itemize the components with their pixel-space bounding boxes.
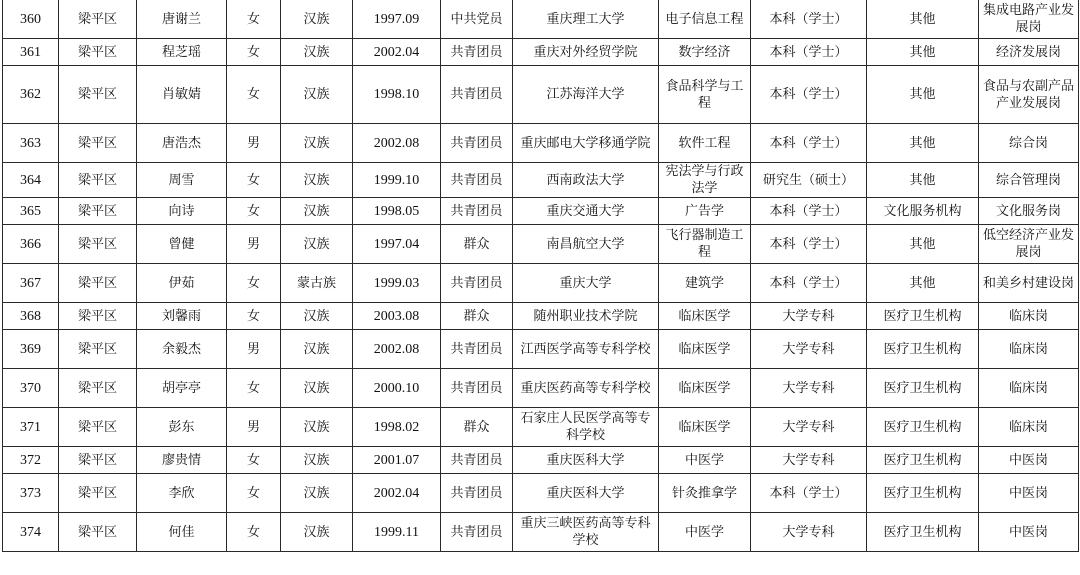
cell-name: 伊茹 [137,264,227,303]
cell-degree: 本科（学士） [751,264,867,303]
cell-gender: 女 [227,369,281,408]
cell-district: 梁平区 [59,198,137,225]
cell-district: 梁平区 [59,330,137,369]
cell-name: 余毅杰 [137,330,227,369]
cell-district: 梁平区 [59,124,137,163]
cell-position: 中医岗 [979,513,1079,552]
cell-no: 365 [3,198,59,225]
cell-school: 重庆医药高等专科学校 [513,369,659,408]
table-row [3,264,1079,303]
cell-no: 367 [3,264,59,303]
cell-no: 360 [3,0,59,39]
cell-district: 梁平区 [59,66,137,124]
cell-no: 361 [3,39,59,66]
cell-major: 食品科学与工程 [659,66,751,124]
cell-name: 胡亭亭 [137,369,227,408]
cell-position: 集成电路产业发展岗 [979,0,1079,39]
cell-birth: 1999.10 [353,163,441,198]
cell-birth: 1998.05 [353,198,441,225]
cell-unit-type: 其他 [867,163,979,198]
cell-ethnicity: 蒙古族 [281,264,353,303]
cell-district: 梁平区 [59,39,137,66]
cell-major: 电子信息工程 [659,0,751,39]
cell-no: 372 [3,447,59,474]
cell-major: 临床医学 [659,330,751,369]
cell-gender: 女 [227,264,281,303]
cell-no: 374 [3,513,59,552]
cell-birth: 1999.11 [353,513,441,552]
cell-birth: 2002.08 [353,124,441,163]
candidate-table [2,0,1079,552]
cell-ethnicity: 汉族 [281,474,353,513]
cell-major: 中医学 [659,513,751,552]
cell-degree: 本科（学士） [751,39,867,66]
cell-school: 西南政法大学 [513,163,659,198]
cell-ethnicity: 汉族 [281,369,353,408]
cell-degree: 大学专科 [751,369,867,408]
cell-name: 程芝瑶 [137,39,227,66]
cell-name: 周雪 [137,163,227,198]
cell-no: 373 [3,474,59,513]
table-row [3,0,1079,39]
cell-birth: 2001.07 [353,447,441,474]
cell-birth: 1997.04 [353,225,441,264]
table-row [3,474,1079,513]
cell-unit-type: 其他 [867,39,979,66]
cell-name: 唐谢兰 [137,0,227,39]
cell-position: 和美乡村建设岗 [979,264,1079,303]
cell-name: 曾健 [137,225,227,264]
cell-ethnicity: 汉族 [281,408,353,447]
cell-birth: 1999.03 [353,264,441,303]
cell-gender: 女 [227,66,281,124]
cell-no: 366 [3,225,59,264]
cell-position: 综合管理岗 [979,163,1079,198]
cell-name: 何佳 [137,513,227,552]
cell-ethnicity: 汉族 [281,163,353,198]
cell-no: 363 [3,124,59,163]
cell-school: 石家庄人民医学高等专科学校 [513,408,659,447]
cell-political: 中共党员 [441,0,513,39]
cell-district: 梁平区 [59,303,137,330]
cell-major: 临床医学 [659,369,751,408]
cell-school: 重庆交通大学 [513,198,659,225]
cell-name: 彭东 [137,408,227,447]
cell-school: 重庆邮电大学移通学院 [513,124,659,163]
cell-political: 共青团员 [441,330,513,369]
cell-position: 经济发展岗 [979,39,1079,66]
cell-degree: 大学专科 [751,447,867,474]
cell-name: 刘馨雨 [137,303,227,330]
cell-position: 临床岗 [979,369,1079,408]
cell-unit-type: 医疗卫生机构 [867,447,979,474]
cell-ethnicity: 汉族 [281,39,353,66]
cell-district: 梁平区 [59,163,137,198]
cell-degree: 研究生（硕士） [751,163,867,198]
cell-gender: 女 [227,474,281,513]
cell-unit-type: 医疗卫生机构 [867,513,979,552]
table-row [3,369,1079,408]
cell-gender: 女 [227,303,281,330]
cell-gender: 男 [227,330,281,369]
cell-no: 364 [3,163,59,198]
cell-unit-type: 其他 [867,124,979,163]
cell-political: 群众 [441,303,513,330]
cell-district: 梁平区 [59,474,137,513]
table-row [3,198,1079,225]
table-row [3,447,1079,474]
cell-major: 建筑学 [659,264,751,303]
cell-no: 370 [3,369,59,408]
cell-gender: 女 [227,39,281,66]
cell-unit-type: 医疗卫生机构 [867,369,979,408]
cell-degree: 大学专科 [751,330,867,369]
cell-position: 临床岗 [979,408,1079,447]
cell-unit-type: 其他 [867,264,979,303]
cell-degree: 大学专科 [751,303,867,330]
cell-political: 共青团员 [441,124,513,163]
cell-district: 梁平区 [59,264,137,303]
cell-ethnicity: 汉族 [281,330,353,369]
cell-ethnicity: 汉族 [281,513,353,552]
cell-position: 文化服务岗 [979,198,1079,225]
cell-unit-type: 其他 [867,225,979,264]
cell-political: 群众 [441,408,513,447]
cell-degree: 本科（学士） [751,0,867,39]
cell-birth: 2002.04 [353,39,441,66]
cell-school: 随州职业技术学院 [513,303,659,330]
cell-major: 宪法学与行政法学 [659,163,751,198]
table-row [3,124,1079,163]
cell-political: 共青团员 [441,39,513,66]
cell-birth: 2000.10 [353,369,441,408]
cell-ethnicity: 汉族 [281,0,353,39]
table-row [3,163,1079,198]
cell-district: 梁平区 [59,225,137,264]
cell-major: 飞行器制造工程 [659,225,751,264]
cell-position: 食品与农副产品产业发展岗 [979,66,1079,124]
table-row [3,513,1079,552]
cell-school: 江苏海洋大学 [513,66,659,124]
cell-district: 梁平区 [59,0,137,39]
cell-gender: 女 [227,513,281,552]
cell-degree: 本科（学士） [751,225,867,264]
cell-gender: 男 [227,124,281,163]
cell-gender: 女 [227,447,281,474]
table-row [3,39,1079,66]
cell-major: 临床医学 [659,303,751,330]
cell-district: 梁平区 [59,447,137,474]
cell-unit-type: 医疗卫生机构 [867,474,979,513]
cell-political: 共青团员 [441,447,513,474]
cell-unit-type: 文化服务机构 [867,198,979,225]
cell-no: 362 [3,66,59,124]
cell-gender: 女 [227,0,281,39]
cell-unit-type: 医疗卫生机构 [867,303,979,330]
cell-ethnicity: 汉族 [281,303,353,330]
table-row [3,408,1079,447]
cell-degree: 本科（学士） [751,474,867,513]
cell-unit-type: 医疗卫生机构 [867,408,979,447]
cell-political: 共青团员 [441,513,513,552]
cell-birth: 2002.08 [353,330,441,369]
cell-degree: 本科（学士） [751,124,867,163]
cell-district: 梁平区 [59,513,137,552]
cell-degree: 本科（学士） [751,198,867,225]
cell-school: 重庆医科大学 [513,474,659,513]
cell-ethnicity: 汉族 [281,447,353,474]
cell-position: 中医岗 [979,447,1079,474]
cell-birth: 1997.09 [353,0,441,39]
cell-major: 中医学 [659,447,751,474]
cell-position: 综合岗 [979,124,1079,163]
cell-school: 重庆理工大学 [513,0,659,39]
cell-gender: 女 [227,198,281,225]
cell-no: 369 [3,330,59,369]
cell-school: 重庆对外经贸学院 [513,39,659,66]
cell-gender: 女 [227,163,281,198]
cell-no: 371 [3,408,59,447]
cell-political: 共青团员 [441,369,513,408]
cell-major: 广告学 [659,198,751,225]
table-body [3,0,1079,552]
cell-unit-type: 其他 [867,66,979,124]
cell-ethnicity: 汉族 [281,198,353,225]
cell-name: 唐浩杰 [137,124,227,163]
cell-school: 江西医学高等专科学校 [513,330,659,369]
table-row [3,303,1079,330]
cell-name: 廖贵情 [137,447,227,474]
cell-ethnicity: 汉族 [281,225,353,264]
cell-birth: 1998.02 [353,408,441,447]
cell-degree: 大学专科 [751,408,867,447]
cell-political: 群众 [441,225,513,264]
cell-district: 梁平区 [59,408,137,447]
cell-school: 南昌航空大学 [513,225,659,264]
cell-unit-type: 其他 [867,0,979,39]
cell-political: 共青团员 [441,163,513,198]
cell-political: 共青团员 [441,474,513,513]
cell-position: 临床岗 [979,330,1079,369]
cell-position: 中医岗 [979,474,1079,513]
cell-district: 梁平区 [59,369,137,408]
cell-major: 临床医学 [659,408,751,447]
cell-position: 低空经济产业发展岗 [979,225,1079,264]
cell-gender: 男 [227,225,281,264]
cell-political: 共青团员 [441,66,513,124]
cell-major: 软件工程 [659,124,751,163]
cell-gender: 男 [227,408,281,447]
table-row [3,330,1079,369]
cell-name: 向诗 [137,198,227,225]
cell-school: 重庆医科大学 [513,447,659,474]
cell-major: 数字经济 [659,39,751,66]
cell-political: 共青团员 [441,198,513,225]
cell-political: 共青团员 [441,264,513,303]
cell-ethnicity: 汉族 [281,66,353,124]
cell-birth: 1998.10 [353,66,441,124]
cell-birth: 2003.08 [353,303,441,330]
cell-name: 李欣 [137,474,227,513]
cell-name: 肖敏婧 [137,66,227,124]
cell-unit-type: 医疗卫生机构 [867,330,979,369]
cell-major: 针灸推拿学 [659,474,751,513]
cell-school: 重庆大学 [513,264,659,303]
cell-degree: 大学专科 [751,513,867,552]
cell-birth: 2002.04 [353,474,441,513]
cell-no: 368 [3,303,59,330]
cell-school: 重庆三峡医药高等专科学校 [513,513,659,552]
cell-position: 临床岗 [979,303,1079,330]
table-row [3,225,1079,264]
cell-degree: 本科（学士） [751,66,867,124]
table-row [3,66,1079,124]
cell-ethnicity: 汉族 [281,124,353,163]
